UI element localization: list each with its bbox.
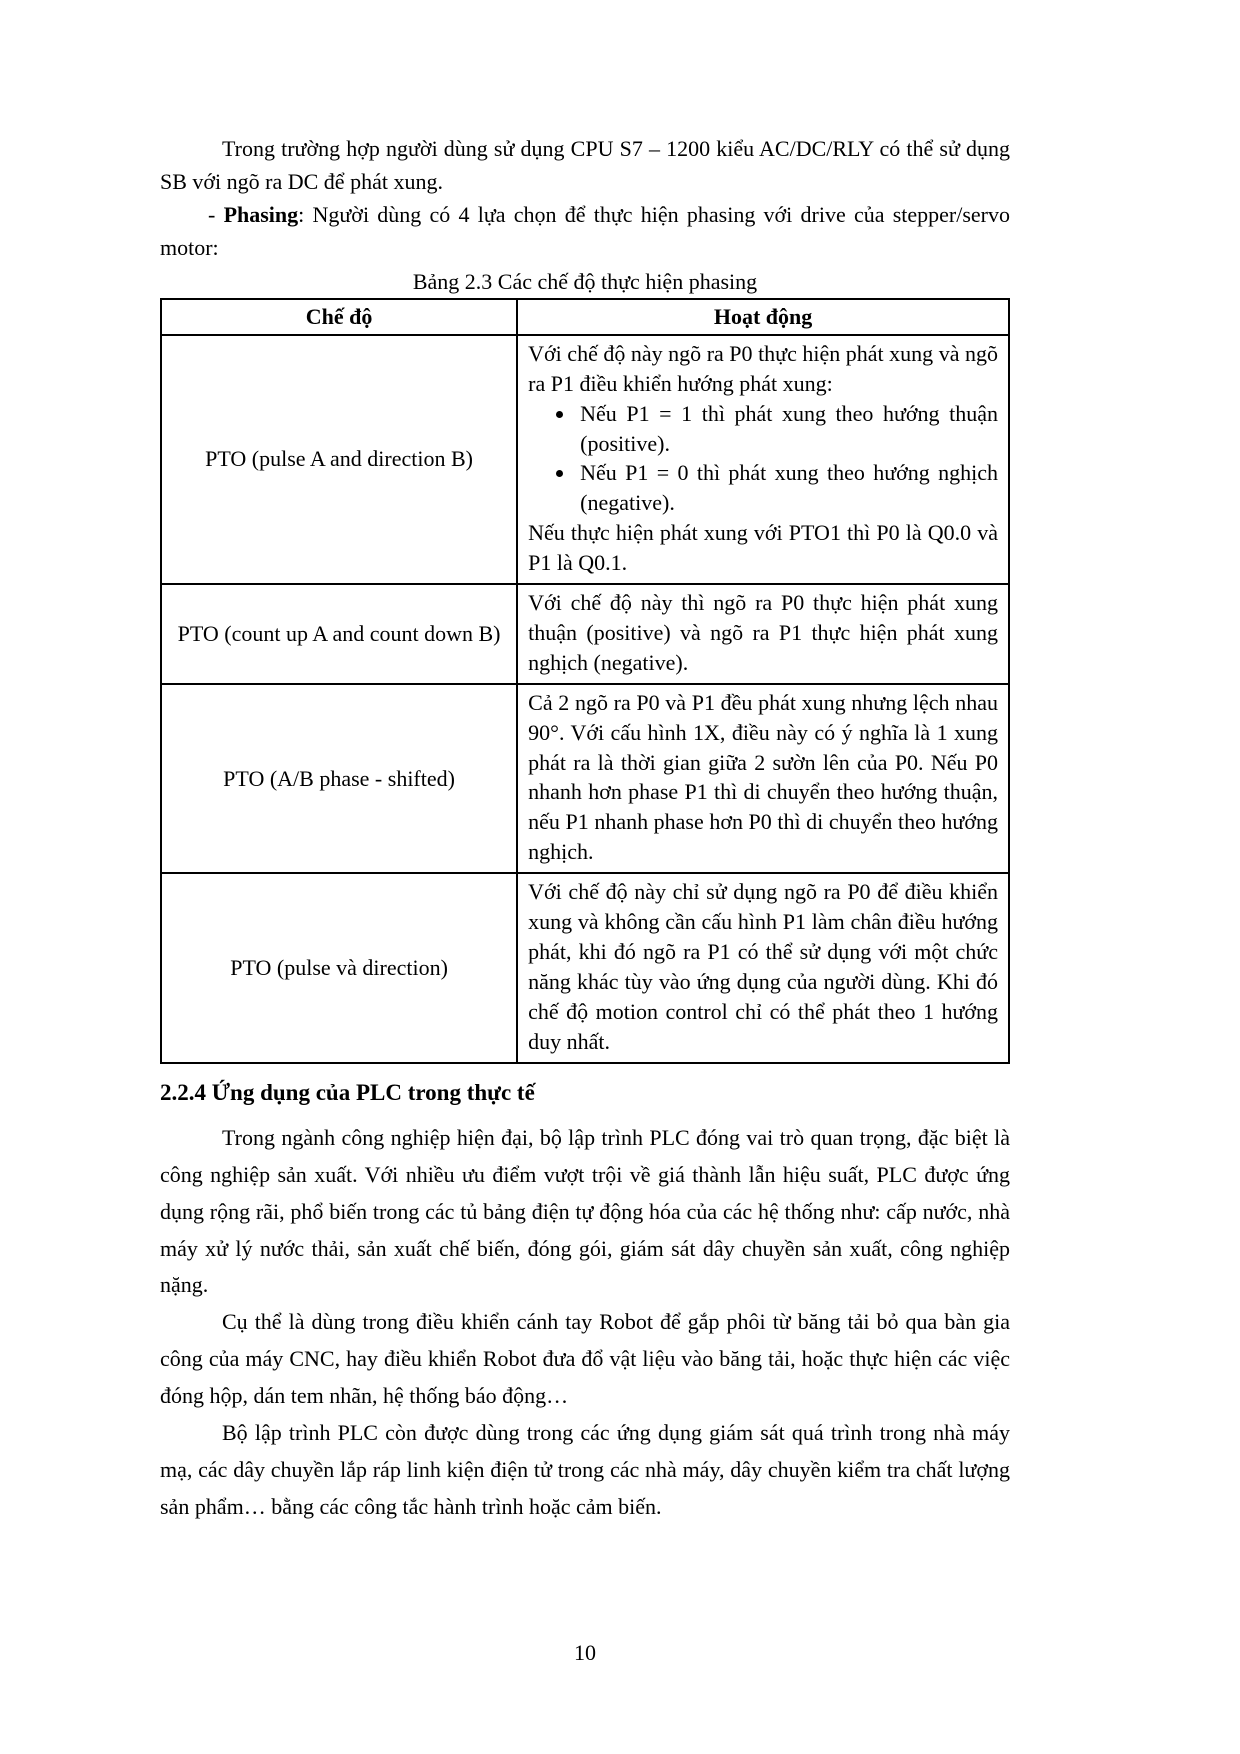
bullet-item: • Nếu P1 = 1 thì phát xung theo hướng thuận (positive). (576, 399, 998, 459)
paragraph-phasing (160, 198, 1010, 264)
table-header-row (161, 299, 1009, 335)
phasing-term: Phasing (223, 202, 299, 227)
table-row-pto-count-up-down (161, 584, 1009, 684)
table-header-mode: Chế độ (161, 299, 517, 335)
activity-bullet-list (550, 399, 998, 519)
activity-cell: Với chế độ này chỉ sử dụng ngõ ra P0 để điều khiển xung và không cần cấu hình P1 làm chân điều hướng phát, khi đó ngõ ra P1 có thể sử dụng với một chức năng khác tùy vào ứng dụng của người dùng. Khi đó chế độ motion control chỉ có thể phát theo 1 hướng duy nhất. (517, 873, 1009, 1062)
mode-cell: PTO (pulse A and direction B) (161, 335, 517, 584)
activity-intro: Với chế độ này ngõ ra P0 thực hiện phát xung và ngõ ra P1 điều khiển hướng phát xung: (528, 340, 998, 396)
paragraph-cpu-note: Trong trường hợp người dùng sử dụng CPU S7 – 1200 kiểu AC/DC/RLY có thể sử dụng SB với ngõ ra DC để phát xung. (160, 136, 1010, 194)
section-heading: 2.2.4 Ứng dụng của PLC trong thực tế (160, 1079, 535, 1105)
page-number: 10 (574, 1640, 596, 1665)
table-caption: Bảng 2.3 Các chế độ thực hiện phasing (412, 269, 758, 294)
activity-cell (517, 335, 1009, 584)
table-row-pto-pulse-a-direction-b (161, 335, 1009, 584)
phasing-rest: : Người dùng có 4 lựa chọn để thực hiện phasing với drive của stepper/servo motor: (160, 202, 1011, 260)
activity-cell: Với chế độ này thì ngõ ra P0 thực hiện phát xung thuận (positive) và ngõ ra P1 thực hiện phát xung nghịch (negative). (517, 584, 1009, 684)
bullet-item: • Nếu P1 = 0 thì phát xung theo hướng nghịch (negative). (576, 458, 998, 518)
activity-outro: Nếu thực hiện phát xung với PTO1 thì P0 là Q0.0 và P1 là Q0.1. (528, 520, 998, 576)
phasing-dash: - (208, 202, 224, 227)
mode-cell: PTO (pulse và direction) (161, 873, 517, 1062)
phasing-modes-table (160, 298, 1010, 1064)
section-paragraph: Cụ thể là dùng trong điều khiển cánh tay Robot để gắp phôi từ băng tải bỏ qua bàn gia công của máy CNC, hay điều khiển Robot đưa đổ vật liệu vào băng tải, hoặc thực hiện các việc đóng hộp, dán tem nhãn, hệ thống báo động… (160, 1309, 1010, 1409)
table-row-pto-pulse-direction (161, 873, 1009, 1062)
table-header-activity: Hoạt động (517, 299, 1009, 335)
section-paragraph: Trong ngành công nghiệp hiện đại, bộ lập trình PLC đóng vai trò quan trọng, đặc biệt là công nghiệp sản xuất. Với nhiều ưu điểm vượt trội về giá thành lẫn hiệu suất, PLC được ứng dụng rộng rãi, phổ biến trong các tủ bảng điện tự động hóa của các hệ thống như: cấp nước, nhà máy xử lý nước thải, sản xuất chế biến, đóng gói, giám sát dây chuyền sản xuất, công nghiệp nặng. (160, 1124, 1010, 1298)
activity-cell: Cả 2 ngõ ra P0 và P1 đều phát xung nhưng lệch nhau 90°. Với cấu hình 1X, điều này có ý nghĩa là 1 xung phát ra là thời gian giữa 2 sườn lên của P0. Nếu P0 nhanh hơn phase P1 thì di chuyển theo hướng thuận, nếu P1 nhanh phase hơn P0 thì di chuyển theo hướng nghịch. (517, 684, 1009, 873)
table-row-pto-ab-phase-shifted (161, 684, 1009, 873)
mode-cell: PTO (count up A and count down B) (161, 584, 517, 684)
mode-cell: PTO (A/B phase - shifted) (161, 684, 517, 873)
section-paragraph: Bộ lập trình PLC còn được dùng trong các ứng dụng giám sát quá trình trong nhà máy mạ, các dây chuyền lắp ráp linh kiện điện tử trong các nhà máy, dây chuyền kiểm tra chất lượng sản phẩm… bằng các công tắc hành trình hoặc cảm biến. (160, 1420, 1010, 1520)
